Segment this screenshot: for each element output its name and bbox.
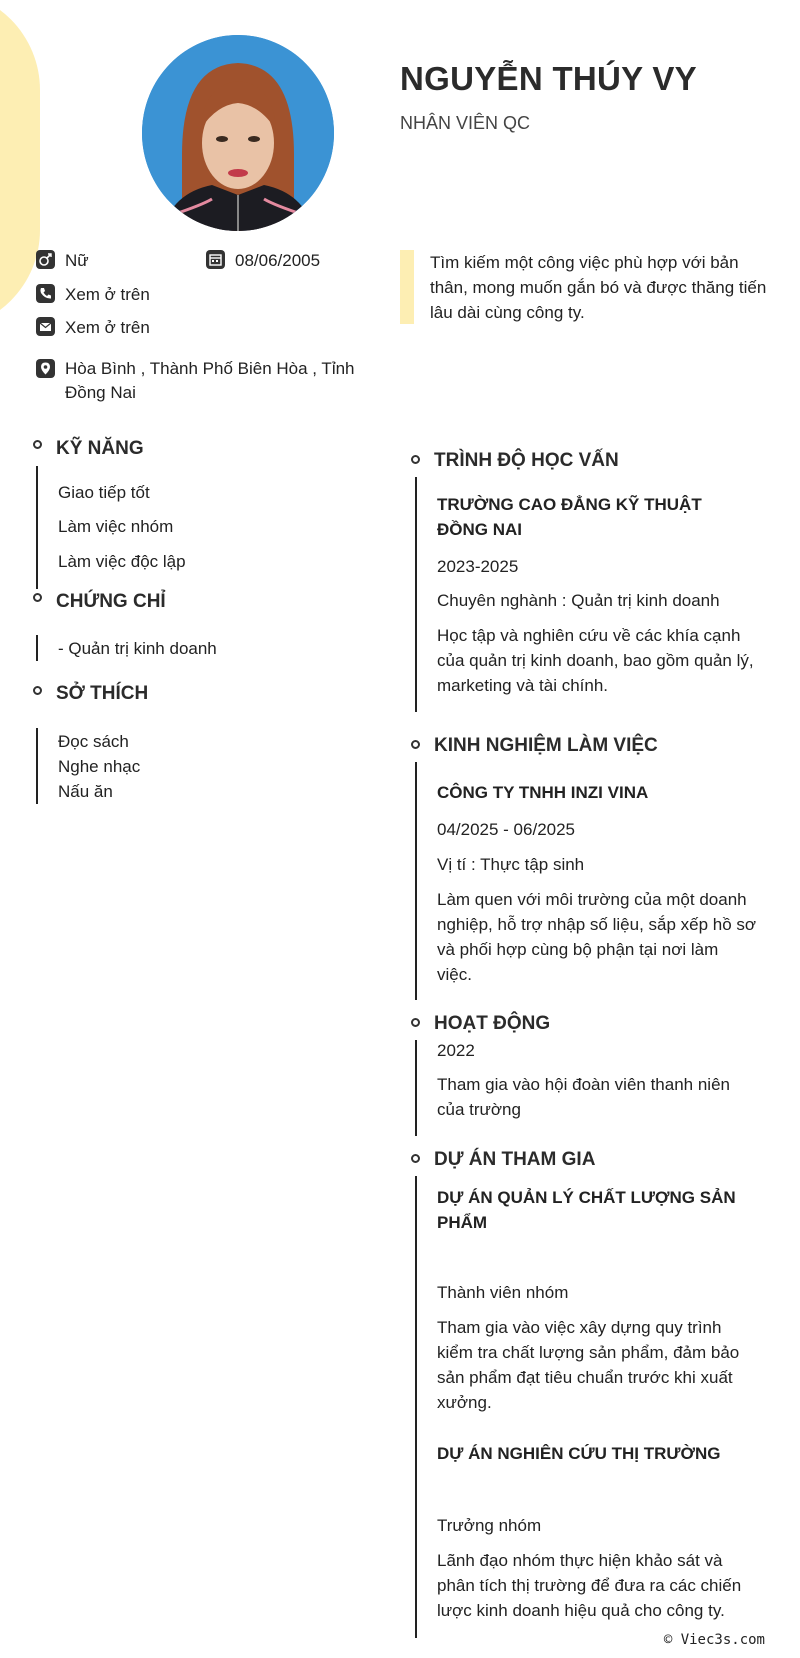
project-description: Tham gia vào việc xây dựng quy trình kiểm tra chất lượng sản phẩm, đảm bảo sản phẩm đạt tiêu chuẩn trước khi xuất xưởng. (437, 1318, 740, 1412)
objective-accent-bar (400, 250, 414, 324)
hobbies-title: SỞ THÍCH (56, 683, 149, 704)
skill-item: Làm việc độc lập (58, 552, 186, 571)
avatar (142, 35, 334, 231)
project-name: DỰ ÁN QUẢN LÝ CHẤT LƯỢNG SẢN PHẨM (437, 1188, 736, 1232)
activity-description: Tham gia vào hội đoàn viên thanh niên của trường (437, 1075, 730, 1119)
avatar-photo (142, 35, 334, 231)
address-value: Hòa Bình , Thành Phố Biên Hòa , Tỉnh Đồng Nai (65, 359, 355, 402)
experience-description: Làm quen với môi trường của một doanh nghiệp, hỗ trợ nhập số liệu, sắp xếp hồ sơ và phối hợp cùng bộ phận tại nơi làm việc. (437, 890, 757, 984)
education-period: 2023-2025 (437, 557, 519, 576)
timeline-line (36, 466, 38, 589)
projects-title: DỰ ÁN THAM GIA (434, 1149, 596, 1170)
education-major: Chuyên nghành : Quản trị kinh doanh (437, 591, 720, 610)
objective-text: Tìm kiếm một công việc phù hợp với bản thân, mong muốn gắn bó và được thăng tiến lâu dài cùng công ty. (430, 253, 767, 322)
project-description: Lãnh đạo nhóm thực hiện khảo sát và phân tích thị trường để đưa ra các chiến lược kinh doanh hiệu quả cho công ty. (437, 1551, 742, 1620)
timeline-line (36, 635, 38, 661)
timeline-dot (33, 686, 42, 695)
hobby-item: Đọc sách (58, 732, 129, 751)
certificate-item: - Quản trị kinh doanh (58, 639, 217, 658)
birthday-value: 08/06/2005 (235, 251, 321, 270)
timeline-dot (33, 440, 42, 449)
email-value: Xem ở trên (65, 318, 150, 337)
project-role: Trưởng nhóm (437, 1516, 542, 1535)
skills-title: KỸ NĂNG (56, 438, 144, 459)
hobby-item: Nấu ăn (58, 782, 113, 801)
education-title: TRÌNH ĐỘ HỌC VẤN (434, 450, 619, 471)
timeline-dot (411, 1154, 420, 1163)
mail-icon (36, 317, 55, 336)
calendar-icon (206, 250, 225, 269)
phone-icon (36, 284, 55, 303)
timeline-line (415, 477, 417, 712)
activities-title: HOẠT ĐỘNG (434, 1013, 551, 1034)
activity-year: 2022 (437, 1041, 475, 1060)
company-name: CÔNG TY TNHH INZI VINA (437, 783, 649, 802)
timeline-dot (411, 1018, 420, 1027)
footer-credit: © Viec3s.com (663, 1632, 765, 1648)
phone-value: Xem ở trên (65, 285, 150, 304)
gender-value: Nữ (65, 251, 89, 270)
experience-position: Vị tí : Thực tập sinh (437, 855, 585, 874)
education-description: Học tập và nghiên cứu về các khía cạnh của quản trị kinh doanh, bao gồm quản lý, marketing và tài chính. (437, 626, 754, 695)
skill-item: Giao tiếp tốt (58, 483, 150, 502)
experience-period: 04/2025 - 06/2025 (437, 820, 576, 839)
timeline-dot (411, 740, 420, 749)
skill-item: Làm việc nhóm (58, 517, 174, 536)
timeline-line (415, 1176, 417, 1638)
school-name: TRƯỜNG CAO ĐẲNG KỸ THUẬT ĐỒNG NAI (437, 495, 702, 539)
location-pin-icon (36, 359, 55, 378)
timeline-line (415, 1040, 417, 1136)
hobby-item: Nghe nhạc (58, 757, 141, 776)
timeline-dot (33, 593, 42, 602)
timeline-line (36, 728, 38, 804)
timeline-dot (411, 455, 420, 464)
candidate-name: NGUYỄN THÚY VY (400, 60, 697, 97)
gender-icon (36, 250, 55, 269)
timeline-line (415, 762, 417, 1000)
decorative-shape (0, 0, 40, 330)
project-name: DỰ ÁN NGHIÊN CỨU THỊ TRƯỜNG (437, 1444, 721, 1463)
job-title: NHÂN VIÊN QC (400, 113, 531, 133)
project-role: Thành viên nhóm (437, 1283, 569, 1302)
experience-title: KINH NGHIỆM LÀM VIỆC (434, 735, 658, 756)
certificates-title: CHỨNG CHỈ (56, 591, 166, 612)
career-objective (400, 250, 772, 324)
